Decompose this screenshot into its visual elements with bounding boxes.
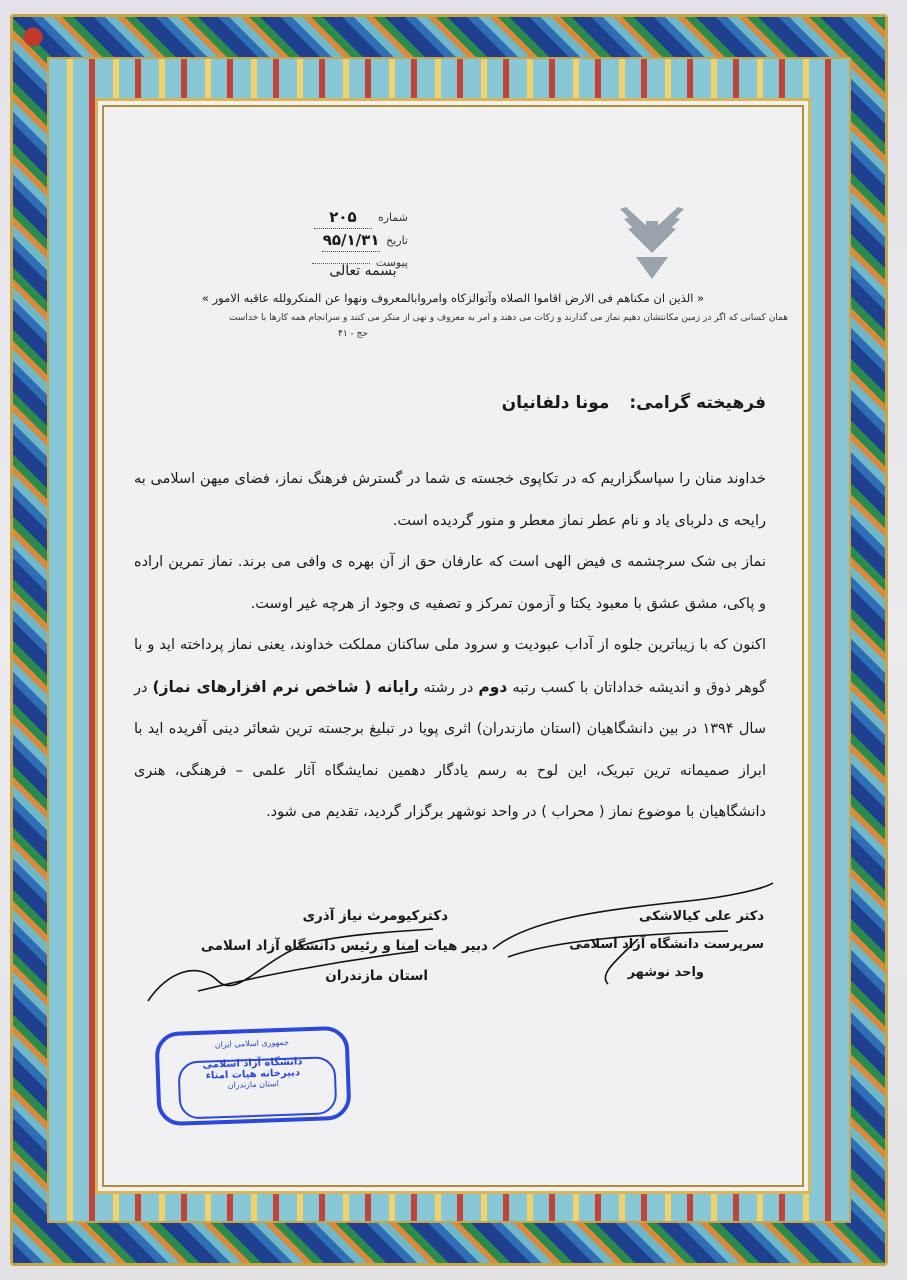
signer-right-title: سرپرست دانشگاه آزاد اسلامی	[569, 937, 764, 952]
paragraph-3-part-c: در سال ۱۳۹۴ در بین دانشگاهیان (استان مازندران) اثری پویا در تبلیغ برجسته ترین شعائر دینی آفریده اید با ابراز صمیمانه ترین تبریک، این لوح به رسم یادگار دهمین نمایشگاه آثار علمی – فرهنگی، هنری دانشگاهیان با موضوع نماز ( محراب ) در واحد نوشهر برگزار گردید، تقدیم می شود.	[134, 679, 767, 820]
certificate-body	[95, 98, 811, 1194]
certificate-text	[134, 459, 766, 834]
signature-block-right	[514, 903, 764, 987]
basmala: بسمه تعالی	[329, 263, 397, 279]
paragraph-1: خداوند منان را سپاسگزاریم که در تکاپوی خجسته ی شما در گسترش فرهنگ نماز، فضای میهن اسلامی به رایحه ی دلربای یاد و نام عطر نماز معطر و منور گردیده است.	[134, 471, 766, 529]
number-value: ۲۰۵	[314, 206, 372, 229]
signer-left-name: دکترکیومرث نیاز آذری	[302, 908, 448, 924]
signer-left-title: دبیر هیات امنا و رئیس دانشگاه آزاد اسلامی	[200, 938, 488, 954]
signer-right-name: دکتر علی کیالاشکی	[639, 909, 764, 924]
recipient-name: مونا دلفانیان	[501, 393, 610, 413]
official-stamp	[154, 1026, 351, 1127]
paragraph-3-part-a: اکنون که با زیباترین جلوه از آداب عبودیت و سرود ملی ساکنان مملکت خداوند، یعنی نماز پرداخته اید و با گوهر ذوق و اندیشه خداداتان با کسب رتبه	[134, 637, 767, 696]
stamp-sub-text: دبیرخانه هیات امناء	[205, 1067, 301, 1082]
stamp-top-text: جمهوری اسلامی ایران	[214, 1037, 290, 1050]
field-of-competition: رایانه ( شاخص نرم افزارهای نماز)	[152, 677, 419, 696]
date-row	[312, 229, 408, 252]
stamp-ring	[177, 1056, 337, 1119]
stamp-small-text: استان مازندران	[227, 1079, 280, 1090]
date-value: ۹۵/۱/۳۱	[322, 229, 380, 252]
paragraph-3	[134, 625, 766, 834]
quran-verse: « الذین ان مکناهم فی الارض اقاموا الصلاه وآتوالزکاه وامروابالمعروف ونهوا عن المنکرولله عاقبه الامور »	[201, 291, 705, 305]
number-label: شماره	[377, 210, 408, 224]
paragraph-2: نماز بی شک سرچشمه ی فیض الهی است که عارفان حق از آن بهره ی وافی می برند. نماز تمرین اراده و پاکی، مشق عشق با معبود یکتا و آزمون تمرکز و تصفیه ی وجود از هرچه غیر اوست.	[134, 554, 766, 612]
salutation: فرهیخته گرامی:	[629, 393, 766, 413]
paragraph-3-part-b: در رشته	[423, 679, 474, 696]
signature-block-left	[188, 901, 488, 991]
number-row	[312, 206, 408, 229]
certificate-content	[98, 101, 808, 1191]
signer-left-unit: استان مازندران	[325, 968, 428, 984]
attachment-label: پیوست	[375, 256, 408, 269]
verse-translation-text: همان کسانی که اگر در زمین مکانتشان دهیم نماز می گذارند و زکات می دهند و امر به معروف و نهی از منکر می کنند و سرانجام همه کارها با خداست	[228, 313, 788, 323]
stamp-main-text: دانشگاه آزاد اسلامی	[202, 1056, 303, 1071]
signer-right-unit: واحد نوشهر	[627, 965, 704, 980]
recipient-line	[488, 393, 766, 413]
verse-translation	[118, 310, 788, 342]
verse-reference: حج - ۴۱	[337, 329, 368, 339]
rank: دوم	[478, 677, 508, 696]
date-label: تاریخ	[386, 233, 408, 247]
